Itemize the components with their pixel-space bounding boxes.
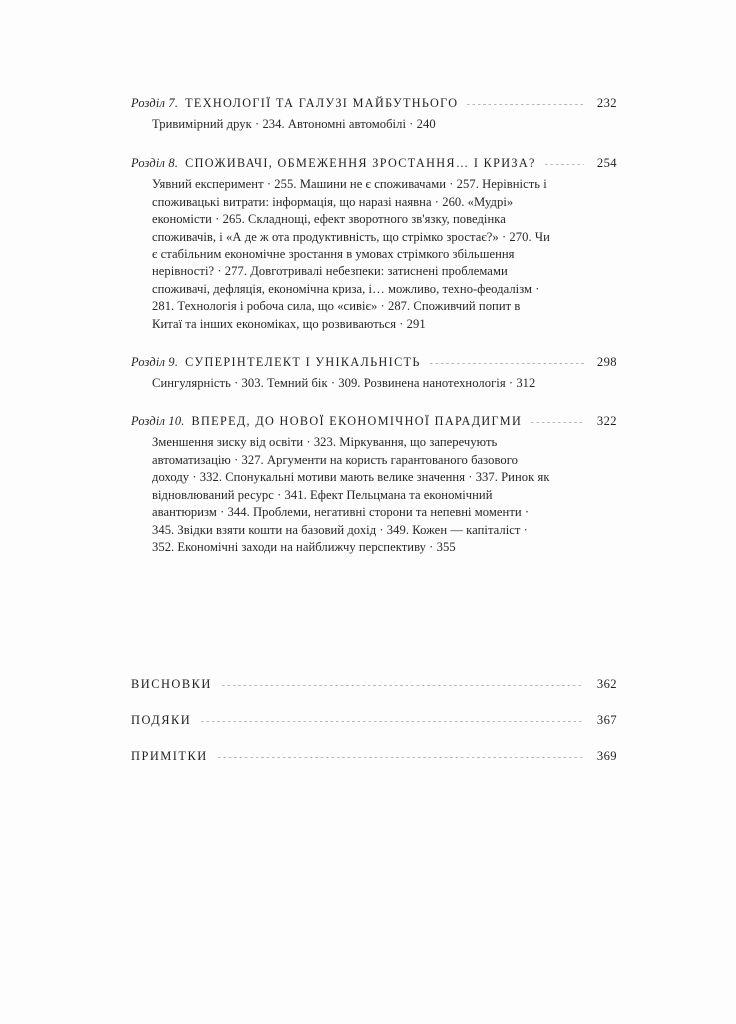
toc-entry-heading[interactable]	[131, 355, 617, 370]
chapter-title: ВПЕРЕД, ДО НОВОЇ ЕКОНОМІЧНОЇ ПАРАДИГМИ	[191, 414, 523, 429]
toc-back-matter-list	[131, 677, 617, 764]
chapter-page-number: 322	[596, 414, 617, 429]
back-matter-title: ПРИМІТКИ	[131, 749, 208, 763]
toc-entry-conclusions[interactable]	[131, 677, 617, 692]
toc-chapter-list	[131, 96, 617, 556]
toc-entry-chapter-8[interactable]	[131, 156, 617, 333]
chapter-title: СУПЕРІНТЕЛЕКТ І УНІКАЛЬНІСТЬ	[185, 355, 421, 370]
chapter-page-number: 232	[596, 96, 617, 110]
back-matter-title: ПОДЯКИ	[131, 713, 192, 727]
chapter-page-number: 254	[596, 156, 617, 171]
dot-leader	[218, 757, 583, 758]
chapter-subentries: Зменшення зиску від освіти · 323. Міркування, що заперечують автоматизацію · 327. Аргументи на користь гарантованого базового доходу · 332. Спонукальні мотиви мають велике значення · 337. Ринок як відновлюваний ресурс · 341. Ефект Пельцмана та економічний авантюризм · 344. Проблеми, негативні сторони та непевні моменти · 345. Звідки взяти кошти на базовий дохід · 349. Кожен — капіталіст · 352. Економічні заходи на найближчу перспективу · 355	[152, 435, 550, 554]
toc-entry-notes[interactable]	[131, 749, 617, 764]
toc-entry-chapter-9[interactable]	[131, 355, 617, 392]
dot-leader	[201, 721, 583, 722]
chapter-subentries: Сингулярність · 303. Темний бік · 309. Розвинена нанотехнологія · 312	[152, 376, 536, 391]
toc-entry-acknowledgements[interactable]	[131, 713, 617, 728]
toc-entry-heading[interactable]	[131, 156, 617, 171]
back-matter-page-number: 367	[596, 713, 617, 727]
dot-leader	[467, 104, 584, 105]
chapter-label: Розділ 9.	[131, 355, 179, 370]
chapter-subentries: Тривимірний друк · 234. Автономні автомобілі · 240	[152, 117, 436, 131]
chapter-title: СПОЖИВАЧІ, ОБМЕЖЕННЯ ЗРОСТАННЯ… І КРИЗА?	[185, 156, 536, 171]
dot-leader	[531, 422, 584, 423]
toc-entry-chapter-7[interactable]	[131, 96, 617, 133]
back-matter-title: ВИСНОВКИ	[131, 677, 212, 691]
toc-entry-heading[interactable]	[131, 96, 617, 111]
toc-entry-chapter-10[interactable]	[131, 414, 617, 556]
toc-entry-heading[interactable]	[131, 414, 617, 429]
chapter-subentries: Уявний експеримент · 255. Машини не є споживачами · 257. Нерівність і споживацькі витрати: інформація, що наразі наявна · 260. «Мудрі» економісти · 265. Складнощі, ефект зворотного зв'язку, поведінка споживачів, і «А де ж ота продуктивність, що стрімко зростає?» · 270. Чи є стабільним економічне зростання в умовах стрімкого збільшення нерівності? · 277. Довготривалі небезпеки: затиснені проблемами споживачі, дефляція, економічна криза, і… можливо, техно-феодалізм · 281. Технологія і робоча сила, що «сивіє» · 287. Споживчий попит в Китаї та інших економіках, що розвиваються · 291	[152, 177, 550, 331]
back-matter-page-number: 362	[596, 677, 617, 691]
chapter-label: Розділ 8.	[131, 156, 179, 171]
back-matter-page-number: 369	[596, 749, 617, 763]
chapter-label: Розділ 10.	[131, 414, 185, 429]
dot-leader	[222, 685, 583, 686]
chapter-title: ТЕХНОЛОГІЇ ТА ГАЛУЗІ МАЙБУТНЬОГО	[185, 96, 459, 110]
chapter-page-number: 298	[596, 355, 617, 370]
chapter-label: Розділ 7.	[131, 96, 179, 110]
dot-leader	[545, 164, 584, 165]
dot-leader	[430, 363, 584, 364]
